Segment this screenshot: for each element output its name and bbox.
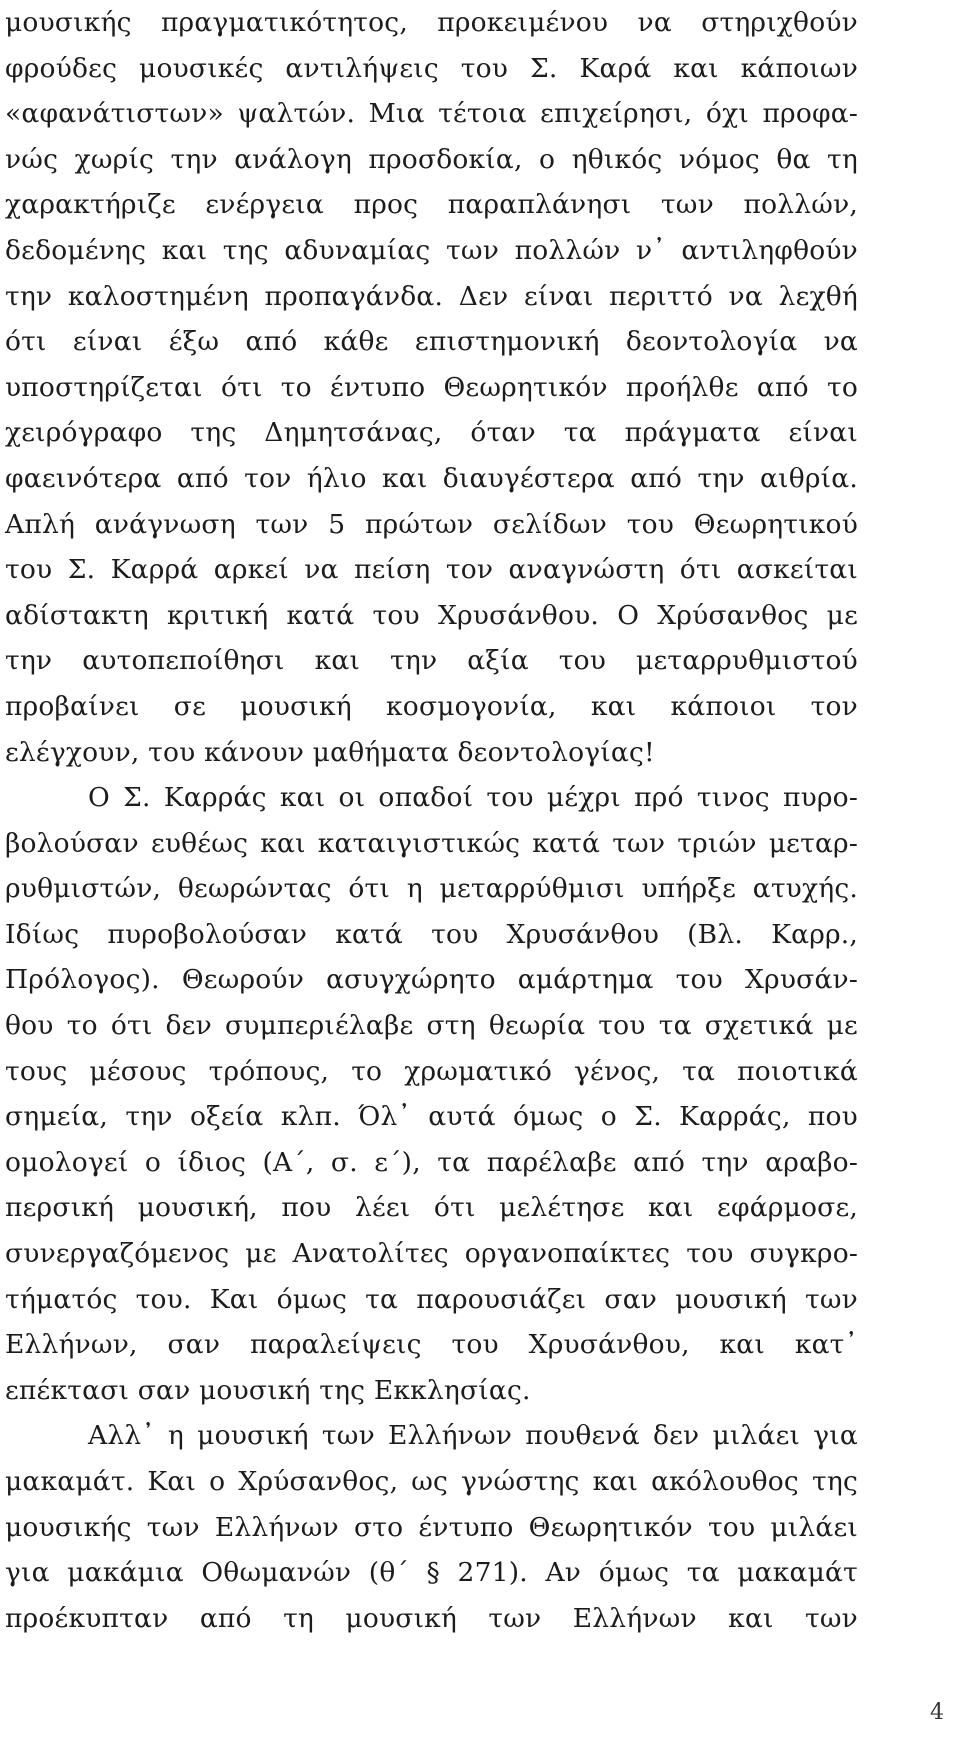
text-line: προέκυπταν από τη μουσική των Ελλήνων και των bbox=[5, 1602, 858, 1634]
text-line: την αυτοπεποίθησι και την αξία του μεταρρυθμιστού bbox=[5, 645, 858, 677]
text-line: τους μέσους τρόπους, το χρωματικό γένος, τα ποιοτικά bbox=[5, 1055, 858, 1087]
text-line: για μακάμια Οθωμανών (θ΄ § 271). Αν όμως τα μακαμάτ bbox=[5, 1557, 858, 1589]
text-line: συνεργαζόμενος με Ανατολίτες οργανοπαίκτες του συγκρο- bbox=[5, 1238, 858, 1270]
text-line: προβαίνει σε μουσική κοσμογονία, και κάποιοι τον bbox=[5, 690, 858, 722]
text-line: φρούδες μουσικές αντιλήψεις του Σ. Καρά και κάποιων bbox=[5, 52, 858, 84]
text-line: νώς χωρίς την ανάλογη προσδοκία, ο ηθικός νόμος θα τη bbox=[5, 143, 858, 175]
text-line: περσική μουσική, που λέει ότι μελέτησε και εφάρμοσε, bbox=[5, 1192, 858, 1224]
text-line: ομολογεί ο ίδιος (Α΄, σ. ε΄), τα παρέλαβε από την αραβο- bbox=[5, 1146, 858, 1178]
text-line: ρυθμιστών, θεωρώντας ότι η μεταρρύθμισι υπήρξε ατυχής. bbox=[5, 873, 858, 905]
paragraph-3 bbox=[5, 1413, 858, 1641]
text-line: ελέγχουν, του κάνουν μαθήματα δεοντολογίας! bbox=[5, 736, 655, 768]
text-line: τήματός του. Και όμως τα παρουσιάζει σαν μουσική των bbox=[5, 1283, 858, 1315]
text-line: βολούσαν ευθέως και καταιγιστικώς κατά των τριών μεταρ- bbox=[5, 827, 858, 859]
text-line: υποστηρίζεται ότι το έντυπο Θεωρητικόν προήλθε από το bbox=[5, 371, 858, 403]
text-line: χαρακτήριζε ενέργεια προς παραπλάνησι των πολλών, bbox=[5, 189, 858, 221]
text-line: ότι είναι έξω από κάθε επιστημονική δεοντολογία να bbox=[5, 326, 858, 358]
text-line: φαεινότερα από τον ήλιο και διαυγέστερα από την αιθρία. bbox=[5, 462, 858, 494]
text-line: μακαμάτ. Και ο Χρύσανθος, ως γνώστης και ακόλουθος της bbox=[5, 1466, 858, 1497]
text-line: σημεία, την οξεία κλπ. Όλ᾽ αυτά όμως ο Σ. Καρράς, που bbox=[5, 1101, 858, 1133]
text-line: αδίστακτη κριτική κατά του Χρυσάνθου. Ο Χρύσανθος με bbox=[5, 599, 858, 631]
text-line: «αφανάτιστων» ψαλτών. Μια τέτοια επιχείρησι, όχι προφα- bbox=[5, 98, 858, 130]
text-line: μουσικής πραγματικότητος, προκειμένου να στηριχθούν bbox=[5, 7, 858, 38]
page-number: 4 bbox=[930, 1700, 944, 1725]
text-line: Ιδίως πυροβολούσαν κατά του Χρυσάνθου (Βλ. Καρρ., bbox=[5, 918, 858, 950]
text-line: θου το ότι δεν συμπεριέλαβε στη θεωρία του τα σχετικά με bbox=[5, 1010, 858, 1042]
text-line: δεδομένης και της αδυναμίας των πολλών ν᾽ αντιληφθούν bbox=[5, 234, 858, 266]
text-line: Ο Σ. Καρράς και οι οπαδοί του μέχρι πρό τινος πυρο- bbox=[88, 782, 858, 814]
text-line: επέκτασι σαν μουσική της Εκκλησίας. bbox=[5, 1374, 531, 1406]
text-line: Πρόλογος). Θεωρούν ασυγχώρητο αμάρτημα του Χρυσάν- bbox=[5, 964, 858, 996]
text-line: του Σ. Καρρά αρκεί να πείση τον αναγνώστη ότι ασκείται bbox=[5, 554, 858, 586]
text-line: Αλλ᾽ η μουσική των Ελλήνων πουθενά δεν μιλάει για bbox=[88, 1420, 858, 1452]
paragraph-2 bbox=[5, 775, 858, 1413]
document-page bbox=[5, 0, 858, 1641]
paragraph-1 bbox=[5, 0, 858, 775]
text-line: μουσικής των Ελλήνων στο έντυπο Θεωρητικόν του μιλάει bbox=[5, 1511, 858, 1543]
text-line: Ελλήνων, σαν παραλείψεις του Χρυσάνθου, και κατ᾽ bbox=[5, 1329, 858, 1361]
text-line: την καλοστημένη προπαγάνδα. Δεν είναι περιττό να λεχθή bbox=[5, 280, 858, 312]
text-line: Απλή ανάγνωση των 5 πρώτων σελίδων του Θεωρητικού bbox=[5, 508, 858, 540]
text-line: χειρόγραφο της Δημητσάνας, όταν τα πράγματα είναι bbox=[5, 417, 858, 449]
